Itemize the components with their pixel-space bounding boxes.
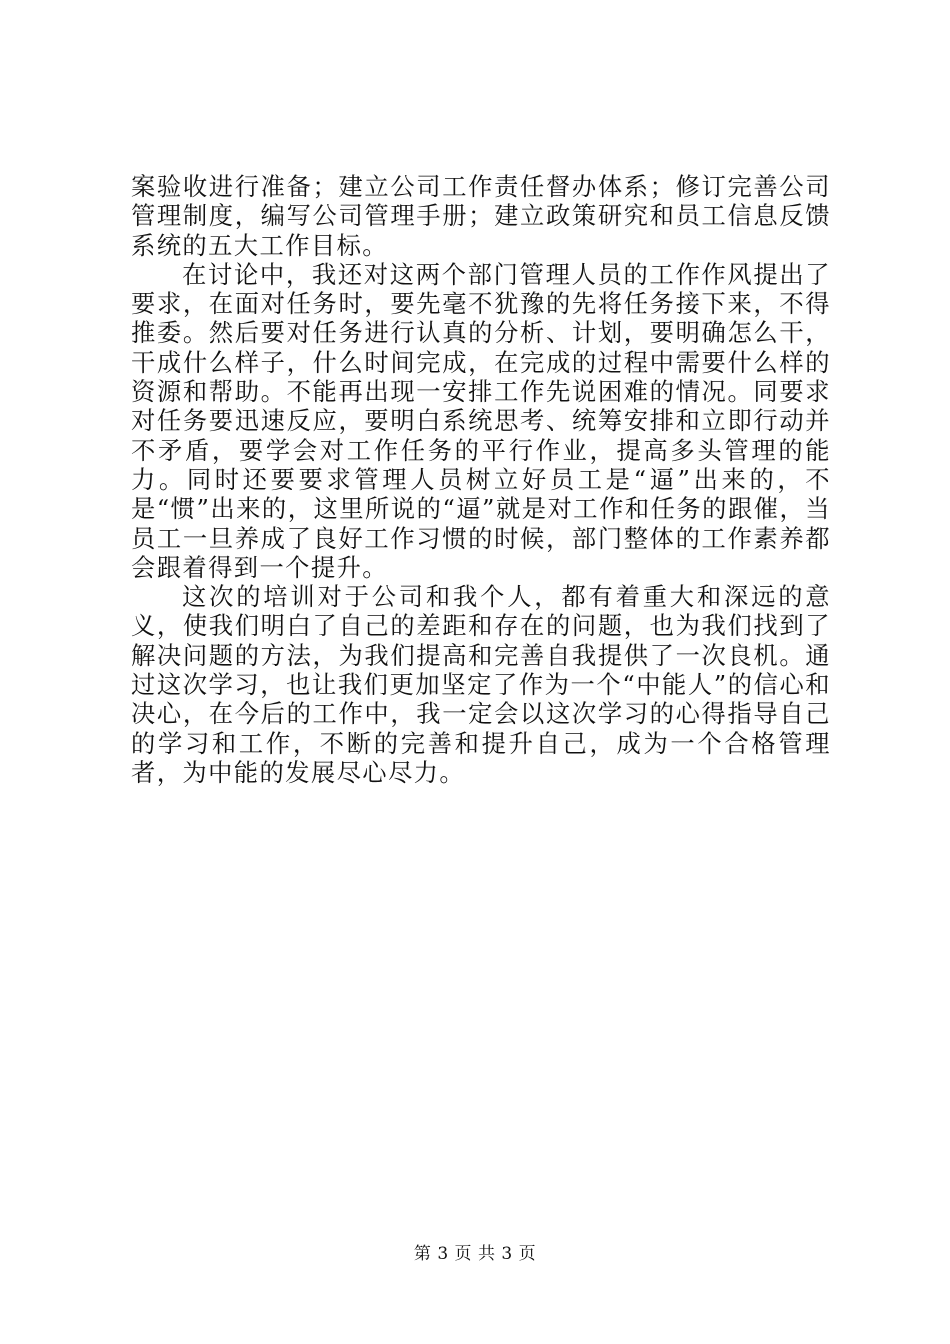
paragraph-discussion: 在讨论中，我还对这两个部门管理人员的工作作风提出了要求，在面对任务时，要先毫不犹豫的先将任务接下来，不得推委。然后要对任务进行认真的分析、计划，要明确怎么干，干成什么样子，什么时间完成，在完成的过程中需要什么样的资源和帮助。不能再出现一安排工作先说困难的情况。同要求对任务要迅速反应，要明白系统思考、统筹安排和立即行动并不矛盾，要学会对工作任务的平行作业，提高多头管理的能力。同时还要要求管理人员树立好员工是“逼”出来的，不是“惯”出来的，这里所说的“逼”就是对工作和任务的跟催，当员工一旦养成了良好工作习惯的时候，部门整体的工作素养都会跟着得到一个提升。 <box>131 259 831 582</box>
page-footer: 第 3 页 共 3 页 <box>413 1244 537 1264</box>
paragraph-conclusion: 这次的培训对于公司和我个人，都有着重大和深远的意义，使我们明白了自己的差距和存在的问题，也为我们找到了解决问题的方法，为我们提高和完善自我提供了一次良机。通过这次学习，也让我们更加坚定了作为一个“中能人”的信心和决心，在今后的工作中，我一定会以这次学习的心得指导自己的学习和工作，不断的完善和提升自己，成为一个合格管理者，为中能的发展尽心尽力。 <box>131 582 831 787</box>
document-body <box>131 172 831 787</box>
paragraph-continuation: 案验收进行准备；建立公司工作责任督办体系；修订完善公司管理制度，编写公司管理手册；建立政策研究和员工信息反馈系统的五大工作目标。 <box>131 172 831 260</box>
